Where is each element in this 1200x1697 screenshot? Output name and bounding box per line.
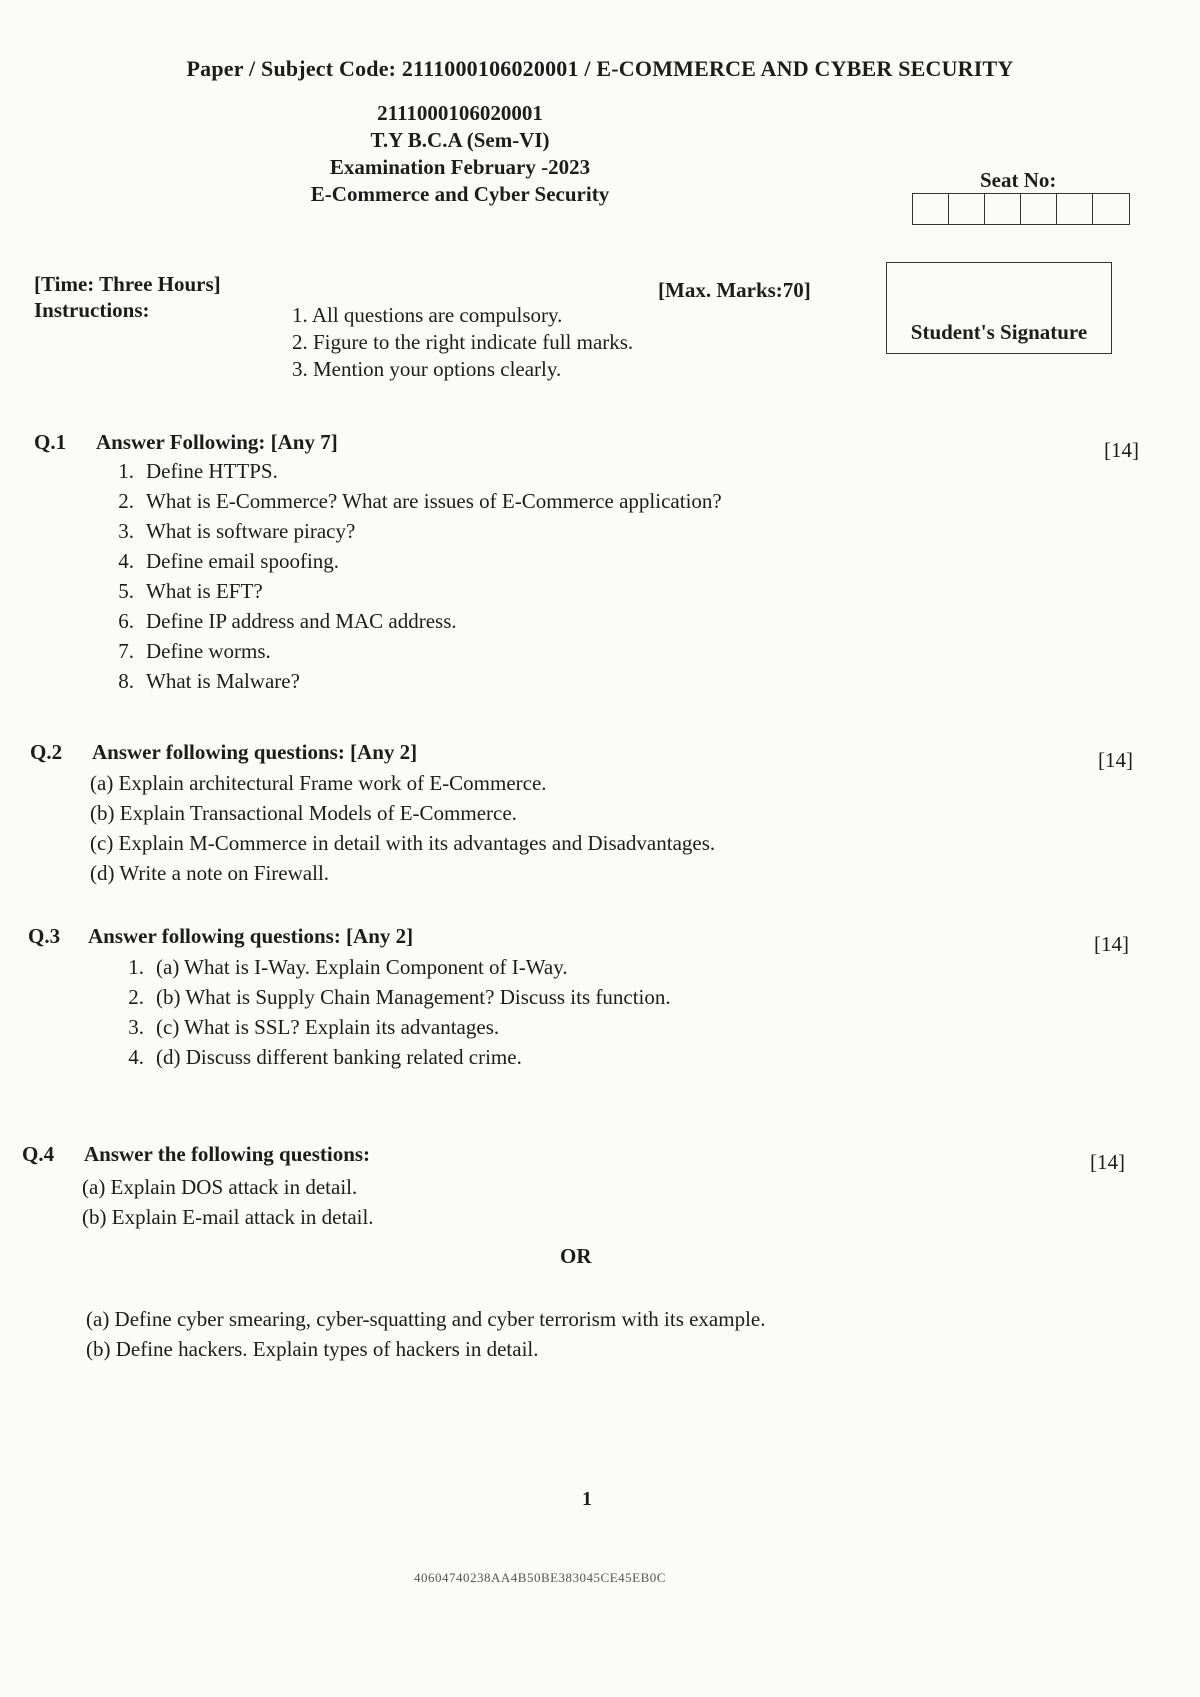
question-title: Answer following questions: [Any 2] [88, 924, 414, 948]
list-item: 7. Define worms. [118, 639, 271, 663]
question-marks: [14] [1090, 1150, 1125, 1174]
question-items [82, 1172, 374, 1232]
question-title: Answer the following questions: [84, 1142, 371, 1166]
question-items [98, 456, 722, 696]
list-item: (a) Explain architectural Frame work of E-Commerce. [90, 771, 547, 795]
list-item: (b) Explain Transactional Models of E-Commerce. [90, 801, 517, 825]
subject-code-line: Paper / Subject Code: 2111000106020001 / E-COMMERCE AND CYBER SECURITY [186, 56, 1014, 81]
seat-digit-box [985, 194, 1021, 224]
signature-label: Student's Signature [910, 320, 1088, 344]
question-items [108, 952, 671, 1072]
question-title: Answer following questions: [Any 2] [92, 740, 418, 764]
list-item: 4. (d) Discuss different banking related crime. [128, 1045, 522, 1069]
instructions-list [292, 302, 633, 383]
footer-code: 40604740238AA4B50BE383045CE45EB0C [414, 1570, 666, 1585]
list-item: 5. What is EFT? [118, 579, 263, 603]
list-item: (c) Explain M-Commerce in detail with its advantages and Disadvantages. [90, 831, 716, 855]
list-item: 3. What is software piracy? [118, 519, 356, 543]
instructions-label: Instructions: [34, 298, 150, 322]
seat-digit-box [1093, 194, 1129, 224]
instruction-item: 1. All questions are compulsory. [292, 303, 563, 327]
instruction-item: 3. Mention your options clearly. [292, 357, 562, 381]
list-item: 2. What is E-Commerce? What are issues of E-Commerce application? [118, 489, 722, 513]
instruction-item: 2. Figure to the right indicate full marks. [292, 330, 634, 354]
list-item: 3. (c) What is SSL? Explain its advantages. [128, 1015, 500, 1039]
list-item: 8. What is Malware? [118, 669, 300, 693]
course-name: T.Y B.C.A (Sem-VI) [370, 128, 550, 152]
seat-digit-box [913, 194, 949, 224]
paper-code: 2111000106020001 [377, 101, 543, 125]
list-item: 1. Define HTTPS. [118, 459, 278, 483]
seat-no-label: Seat No: [980, 168, 1057, 192]
question-number: Q.4 [22, 1142, 55, 1166]
question-items-alternate [86, 1304, 766, 1364]
question-number: Q.3 [28, 924, 61, 948]
list-item: (b) Define hackers. Explain types of hackers in detail. [86, 1337, 539, 1361]
question-items [90, 768, 715, 888]
seat-digit-box [1021, 194, 1057, 224]
question-title: Answer Following: [Any 7] [96, 430, 338, 454]
list-item: (a) Define cyber smearing, cyber-squatting and cyber terrorism with its example. [86, 1307, 766, 1331]
subject-name: E-Commerce and Cyber Security [310, 182, 610, 206]
list-item: 6. Define IP address and MAC address. [118, 609, 457, 633]
seat-digit-box [949, 194, 985, 224]
list-item: (a) Explain DOS attack in detail. [82, 1175, 358, 1199]
question-number: Q.1 [34, 430, 67, 454]
page-number: 1 [582, 1488, 592, 1510]
signature-box [886, 262, 1112, 354]
or-divider: OR [560, 1244, 592, 1268]
list-item: (b) Explain E-mail attack in detail. [82, 1205, 374, 1229]
seat-no-boxes [912, 193, 1130, 225]
max-marks-label: [Max. Marks:70] [658, 278, 811, 302]
exam-name: Examination February -2023 [329, 155, 591, 179]
seat-digit-box [1057, 194, 1093, 224]
time-label: [Time: Three Hours] [34, 272, 221, 296]
list-item: (d) Write a note on Firewall. [90, 861, 330, 885]
exam-header [230, 100, 690, 208]
list-item: 4. Define email spoofing. [118, 549, 340, 573]
question-marks: [14] [1104, 438, 1139, 462]
question-marks: [14] [1098, 748, 1133, 772]
question-number: Q.2 [30, 740, 63, 764]
list-item: 2. (b) What is Supply Chain Management? Discuss its function. [128, 985, 671, 1009]
question-marks: [14] [1094, 932, 1129, 956]
list-item: 1. (a) What is I-Way. Explain Component of I-Way. [128, 955, 568, 979]
